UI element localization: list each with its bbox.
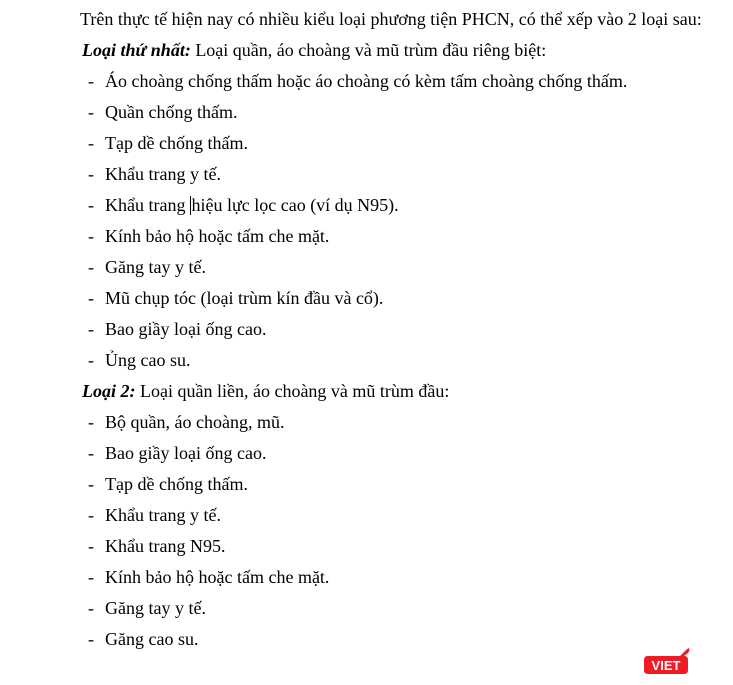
list-item[interactable]	[88, 101, 709, 124]
list-dash: -	[88, 536, 94, 556]
section-1-heading-rest: Loại quần, áo choàng và mũ trùm đầu riêng biệt:	[190, 40, 547, 60]
list-item[interactable]	[88, 163, 709, 186]
list-item-text: Ủng cao su.	[105, 350, 191, 370]
list-item[interactable]	[88, 70, 709, 93]
intro-paragraph[interactable]: Trên thực tế hiện nay có nhiều kiểu loại phương tiện PHCN, có thể xếp vào 2 loại sau:	[80, 9, 702, 29]
list-dash: -	[88, 629, 94, 649]
list-dash: -	[88, 102, 94, 122]
list-item-text	[105, 194, 709, 217]
list-item[interactable]	[88, 349, 709, 372]
viet-logo-text: VIET	[651, 658, 681, 673]
list-dash: -	[88, 350, 94, 370]
list-item[interactable]	[88, 132, 709, 155]
list-item-text: Khẩu trang N95.	[105, 536, 226, 556]
list-item[interactable]	[88, 318, 709, 341]
list-dash: -	[88, 133, 94, 153]
list-item-text: Quần chống thấm.	[105, 102, 238, 122]
list-item-text: Bộ quần, áo choàng, mũ.	[105, 412, 285, 432]
viet-logo	[643, 648, 691, 676]
list-dash: -	[88, 195, 94, 215]
list-item-text: Tạp dề chống thấm.	[105, 133, 248, 153]
list-item[interactable]	[88, 256, 709, 279]
list-item[interactable]	[88, 473, 709, 496]
list-item[interactable]	[88, 225, 709, 248]
list-item-text: Mũ chụp tóc (loại trùm kín đầu và cổ).	[105, 288, 384, 308]
list-dash: -	[88, 71, 94, 91]
list-dash: -	[88, 412, 94, 432]
list-dash: -	[88, 226, 94, 246]
list-item[interactable]	[88, 535, 709, 558]
list-item-text: Khẩu trang y tế.	[105, 505, 221, 525]
viet-logo-graphic	[643, 648, 691, 676]
list-dash: -	[88, 443, 94, 463]
list-item[interactable]	[88, 442, 709, 465]
list-dash: -	[88, 257, 94, 277]
list-dash: -	[88, 598, 94, 618]
list-dash: -	[88, 474, 94, 494]
section-1-heading-lead: Loại thứ nhất:	[82, 40, 191, 60]
list-item-text: Găng tay y tế.	[105, 598, 206, 618]
list-item[interactable]	[88, 411, 709, 434]
list-dash: -	[88, 505, 94, 525]
section-2-heading-lead: Loại 2:	[82, 381, 136, 401]
list-item-text: Găng tay y tế.	[105, 257, 206, 277]
section-2-heading-rest: Loại quần liền, áo choàng và mũ trùm đầu:	[135, 381, 450, 401]
list-item[interactable]	[88, 628, 709, 651]
list-item-text: Kính bảo hộ hoặc tấm che mặt.	[105, 226, 330, 246]
text-before-cursor: Khẩu trang	[105, 195, 190, 215]
section-1-heading[interactable]	[82, 39, 709, 62]
text-after-cursor: hiệu lực lọc cao (ví dụ N95).	[191, 195, 399, 215]
section-2-heading[interactable]	[82, 380, 709, 403]
list-item[interactable]	[88, 597, 709, 620]
list-dash: -	[88, 288, 94, 308]
list-dash: -	[88, 567, 94, 587]
list-item-text: Kính bảo hộ hoặc tấm che mặt.	[105, 567, 330, 587]
list-item[interactable]	[88, 504, 709, 527]
list-item-text: Áo choàng chống thấm hoặc áo choàng có kèm tấm choàng chống thấm.	[105, 71, 628, 91]
list-item[interactable]	[88, 566, 709, 589]
list-item-text: Khẩu trang y tế.	[105, 164, 221, 184]
list-dash: -	[88, 164, 94, 184]
list-item-text: Bao giầy loại ống cao.	[105, 443, 267, 463]
list-item-text: Tạp dề chống thấm.	[105, 474, 248, 494]
list-item[interactable]	[88, 287, 709, 310]
list-item-text: Găng cao su.	[105, 629, 199, 649]
list-item[interactable]	[88, 194, 709, 217]
list-item-text: Bao giầy loại ống cao.	[105, 319, 267, 339]
list-dash: -	[88, 319, 94, 339]
